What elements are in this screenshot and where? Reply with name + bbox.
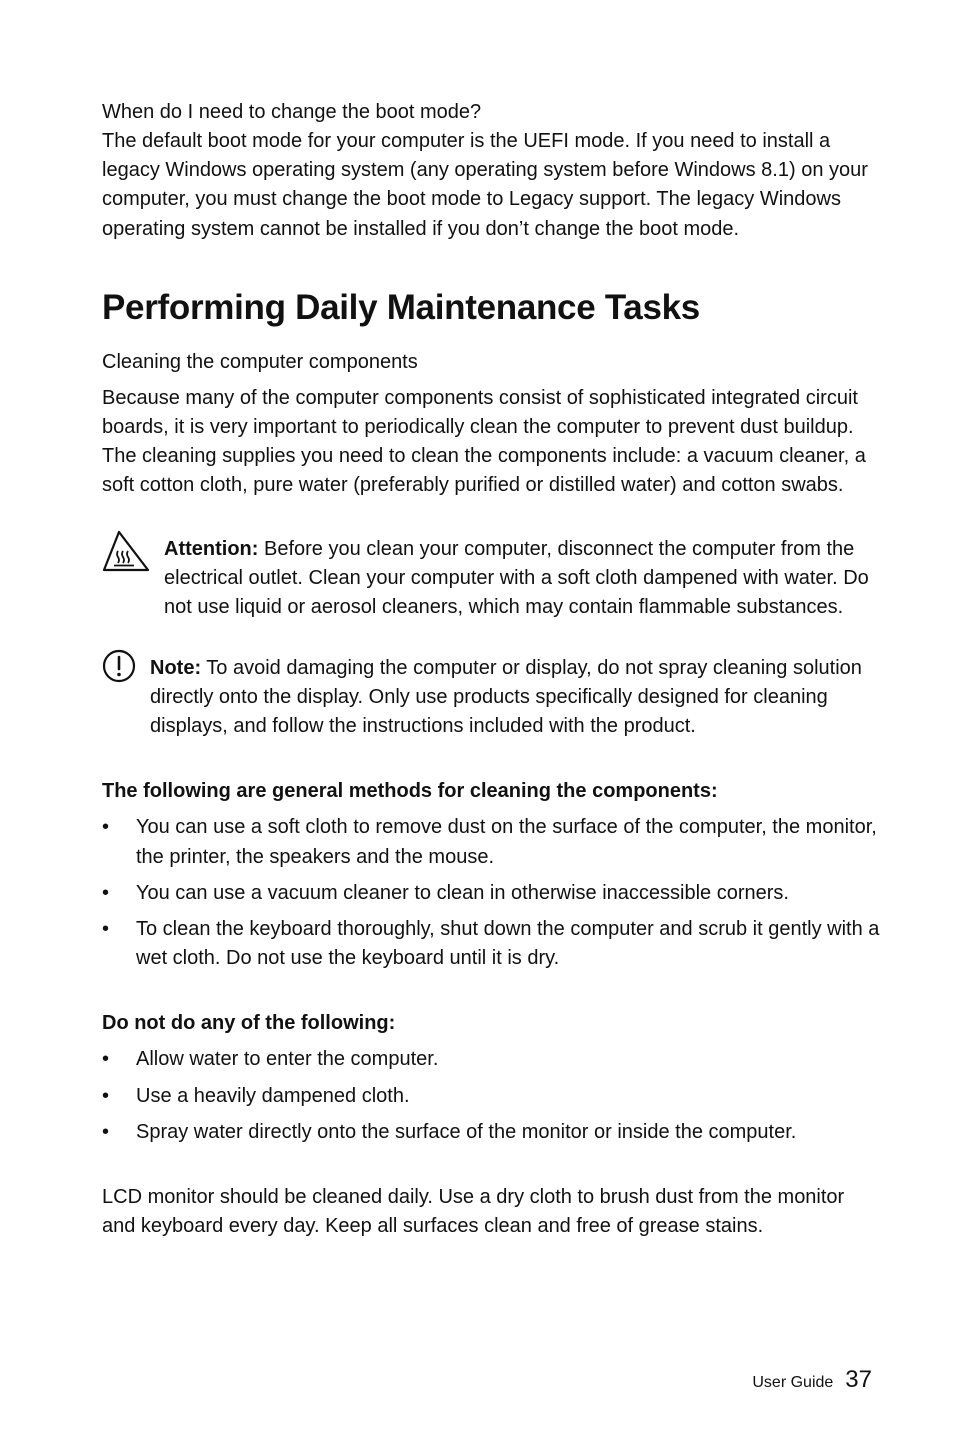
page-footer [752, 1366, 872, 1394]
boot-mode-answer: The default boot mode for your computer is the UEFI mode. If you need to install a legacy Windows operating system (any operating system before Windows 8.1) on your computer, you must change the boot mode to Legacy support. The legacy Windows operating system cannot be installed if you don’t change the boot mode. [102, 130, 868, 240]
note-body: To avoid damaging the computer or display, do not spray cleaning solution directly onto the display. Only use products specifically designed for cleaning displays, and follow the instructions included with the product. [150, 656, 862, 738]
bullet-icon: • [102, 881, 110, 904]
donts-list [102, 1045, 882, 1147]
boot-mode-question: When do I need to change the boot mode? [102, 101, 482, 123]
list-item: • To clean the keyboard thoroughly, shut down the computer and scrub it gently with a wet cloth. Do not use the keyboard until it is dry. [102, 915, 882, 973]
bullet-icon: • [102, 816, 110, 839]
section-title: Performing Daily Maintenance Tasks [102, 287, 700, 327]
note-text [102, 654, 882, 742]
attention-label: Attention: [164, 537, 259, 560]
bullet-icon: • [102, 1120, 110, 1143]
list-item: • You can use a soft cloth to remove dust on the surface of the computer, the monitor, the printer, the speakers and the mouse. [102, 813, 882, 871]
note-label: Note: [150, 656, 202, 679]
list-item: • Use a heavily dampened cloth. [102, 1082, 882, 1111]
document-page [102, 98, 882, 1241]
section-subtitle: Cleaning the computer components [102, 350, 418, 373]
exclamation-circle-icon [102, 649, 136, 688]
methods-heading: The following are general methods for cleaning the components: [102, 780, 718, 803]
attention-notice [102, 535, 882, 623]
footer-label: User Guide [752, 1374, 834, 1391]
bullet-icon: • [102, 1048, 110, 1071]
bullet-icon: • [102, 918, 110, 941]
list-item: • Spray water directly onto the surface of the monitor or inside the computer. [102, 1118, 882, 1147]
methods-list [102, 813, 882, 973]
closing-paragraph: LCD monitor should be cleaned daily. Use a dry cloth to brush dust from the monitor and keyboard every day. Keep all surfaces clean and free of grease stains. [102, 1186, 845, 1238]
list-item: • Allow water to enter the computer. [102, 1045, 882, 1074]
list-item: • You can use a vacuum cleaner to clean in otherwise inaccessible corners. [102, 879, 882, 908]
attention-text [102, 535, 882, 623]
bullet-icon: • [102, 1084, 110, 1107]
hot-surface-warning-icon [102, 529, 150, 578]
page-number: 37 [845, 1366, 872, 1393]
note-notice [102, 654, 882, 742]
attention-body: Before you clean your computer, disconnect the computer from the electrical outlet. Clean your computer with a soft cloth dampened with water. Do not use liquid or aerosol cleaners, which may contain flammable substances. [164, 537, 869, 619]
donts-heading: Do not do any of the following: [102, 1012, 396, 1035]
section-intro: Because many of the computer components consist of sophisticated integrated circuit boards, it is very important to periodically clean the computer to prevent dust buildup. The cleaning supplies you need to clean the components include: a vacuum cleaner, a soft cotton cloth, pure water (preferably purified or distilled water) and cotton swabs. [102, 386, 866, 497]
